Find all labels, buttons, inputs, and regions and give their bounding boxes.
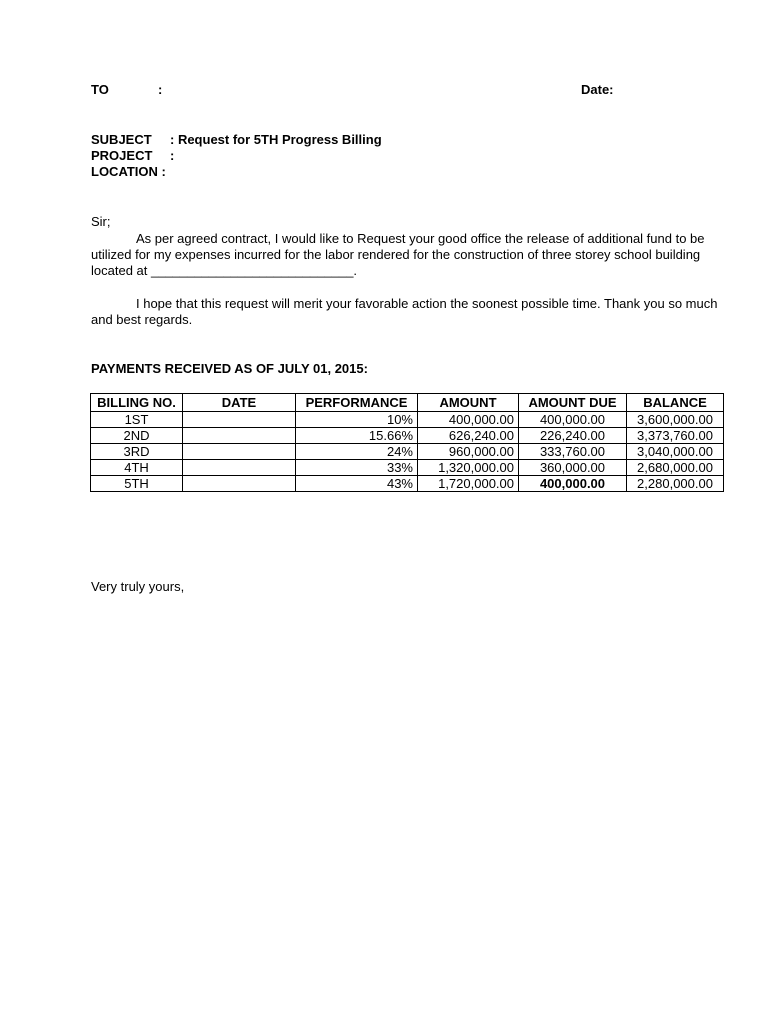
cell-performance: 43% bbox=[296, 476, 418, 492]
cell-balance: 3,600,000.00 bbox=[627, 412, 724, 428]
cell-amount-due-current: 400,000.00 bbox=[519, 476, 627, 492]
paragraph-request-text: As per agreed contract, I would like to Request your good office the release of additional fund to be utilized for my expenses incurred for the labor rendered for the construction of three storey school building located at ____________________________. bbox=[91, 231, 705, 278]
cell-amount: 960,000.00 bbox=[418, 444, 519, 460]
column-header-date: DATE bbox=[183, 394, 296, 412]
cell-amount: 1,720,000.00 bbox=[418, 476, 519, 492]
cell-performance: 24% bbox=[296, 444, 418, 460]
cell-billing: 4TH bbox=[91, 460, 183, 476]
column-header-amount-due: AMOUNT DUE bbox=[519, 394, 627, 412]
cell-performance: 15.66% bbox=[296, 428, 418, 444]
cell-billing: 2ND bbox=[91, 428, 183, 444]
cell-amount: 1,320,000.00 bbox=[418, 460, 519, 476]
cell-amount: 626,240.00 bbox=[418, 428, 519, 444]
project-label: PROJECT bbox=[91, 148, 153, 163]
cell-balance: 2,680,000.00 bbox=[627, 460, 724, 476]
salutation: Sir; bbox=[91, 214, 111, 229]
cell-amount-due: 360,000.00 bbox=[519, 460, 627, 476]
table-row bbox=[91, 476, 724, 492]
cell-billing: 1ST bbox=[91, 412, 183, 428]
table-row bbox=[91, 412, 724, 428]
paragraph-closing-remark-text: I hope that this request will merit your favorable action the soonest possible time. Thank you so much and best regards. bbox=[91, 296, 718, 327]
cell-date bbox=[183, 476, 296, 492]
to-label: TO bbox=[91, 82, 109, 97]
to-colon: : bbox=[158, 82, 163, 97]
table-row bbox=[91, 460, 724, 476]
cell-date bbox=[183, 460, 296, 476]
location-label: LOCATION : bbox=[91, 164, 166, 179]
project-colon: : bbox=[170, 148, 175, 163]
payments-table bbox=[90, 393, 724, 492]
column-header-balance: BALANCE bbox=[627, 394, 724, 412]
closing-line: Very truly yours, bbox=[91, 579, 185, 594]
paragraph-closing-remark bbox=[91, 296, 731, 328]
cell-amount: 400,000.00 bbox=[418, 412, 519, 428]
cell-billing: 3RD bbox=[91, 444, 183, 460]
subject-label: SUBJECT bbox=[91, 132, 152, 147]
cell-balance: 3,040,000.00 bbox=[627, 444, 724, 460]
cell-amount-due: 400,000.00 bbox=[519, 412, 627, 428]
cell-amount-due: 333,760.00 bbox=[519, 444, 627, 460]
date-label: Date: bbox=[581, 82, 614, 97]
cell-date bbox=[183, 412, 296, 428]
cell-balance: 2,280,000.00 bbox=[627, 476, 724, 492]
cell-performance: 33% bbox=[296, 460, 418, 476]
cell-billing: 5TH bbox=[91, 476, 183, 492]
table-header-row bbox=[91, 394, 724, 412]
paragraph-request bbox=[91, 231, 731, 279]
payments-heading: PAYMENTS RECEIVED AS OF JULY 01, 2015: bbox=[91, 361, 368, 376]
table-row bbox=[91, 444, 724, 460]
cell-date bbox=[183, 444, 296, 460]
cell-performance: 10% bbox=[296, 412, 418, 428]
column-header-performance: PERFORMANCE bbox=[296, 394, 418, 412]
cell-amount-due: 226,240.00 bbox=[519, 428, 627, 444]
cell-date bbox=[183, 428, 296, 444]
column-header-amount: AMOUNT bbox=[418, 394, 519, 412]
table-row bbox=[91, 428, 724, 444]
column-header-billing-no: BILLING NO. bbox=[91, 394, 183, 412]
subject-value: : Request for 5TH Progress Billing bbox=[170, 132, 382, 147]
cell-balance: 3,373,760.00 bbox=[627, 428, 724, 444]
